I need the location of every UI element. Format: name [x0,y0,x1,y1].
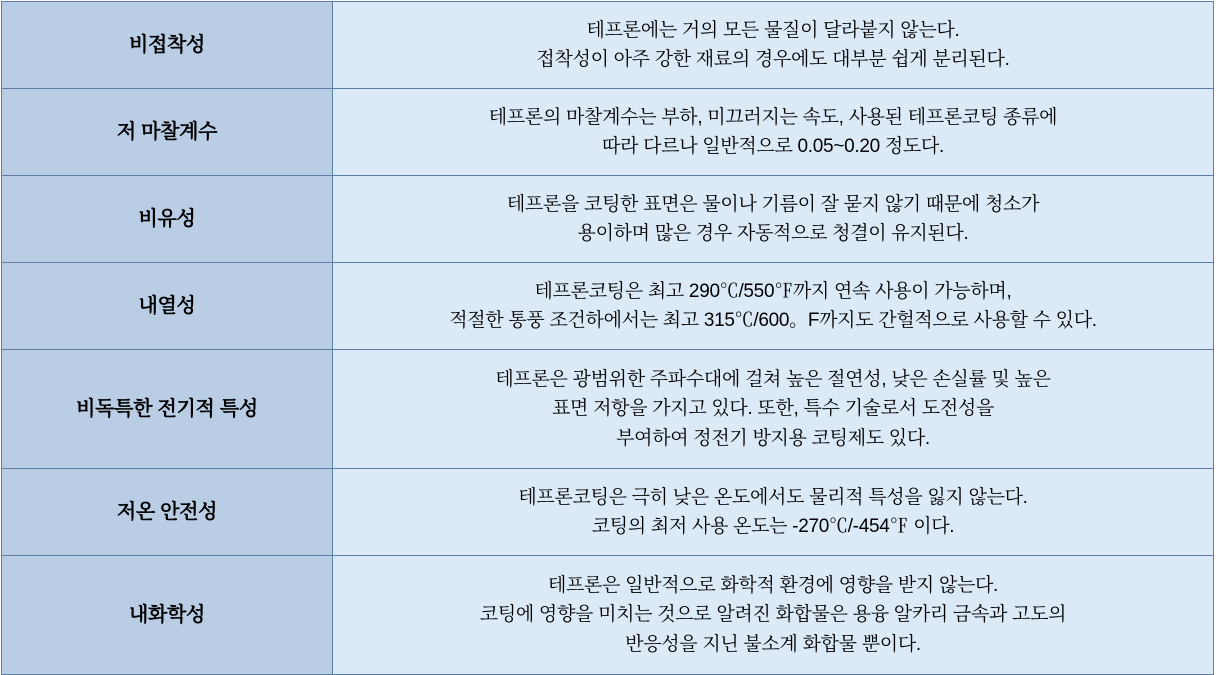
table-row [2,176,1214,263]
property-description [333,556,1214,675]
table-row [2,263,1214,350]
description-line: 반응성을 지닌 불소계 화합물 뿐이다. [625,633,921,655]
property-label: 내화학성 [2,556,333,675]
table-row [2,350,1214,469]
description-line: 용이하며 많은 경우 자동적으로 청결이 유지된다. [577,223,969,244]
property-label: 저온 안전성 [2,469,333,556]
description-line: 접착성이 아주 강한 재료의 경우에도 대부분 쉽게 분리된다. [536,49,1010,70]
property-description [333,469,1214,556]
property-label: 저 마찰계수 [2,89,333,176]
teflon-properties-table-wrap [0,1,1217,655]
description-line: 적절한 통풍 조건하에서는 최고 315℃/600。F까지도 간헐적으로 사용할 수 있다. [449,310,1097,331]
table-row [2,89,1214,176]
description-line: 테프론의 마찰계수는 부하, 미끄러지는 속도, 사용된 테프론코팅 종류에 [488,106,1058,128]
property-description [333,2,1214,89]
description-line: 테프론코팅은 극히 낮은 온도에서도 물리적 특성을 잃지 않는다. [518,486,1028,508]
description-line: 테프론을 코팅한 표면은 물이나 기름이 잘 묻지 않기 때문에 청소가 [506,193,1040,215]
property-description [333,89,1214,176]
description-line: 코팅의 최저 사용 온도는 -270℃/-454℉ 이다. [591,516,955,537]
teflon-properties-table [1,1,1214,675]
table-row [2,469,1214,556]
property-label: 내열성 [2,263,333,350]
property-description [333,176,1214,263]
description-line: 테프론은 광범위한 주파수대에 걸쳐 높은 절연성, 낮은 손실률 및 높은 [495,368,1051,390]
table-body [2,2,1214,675]
table-row [2,2,1214,89]
property-label: 비접착성 [2,2,333,89]
description-line: 테프론코팅은 최고 290℃/550℉까지 연속 사용이 가능하며, [534,280,1012,302]
description-line: 테프론에는 거의 모든 물질이 달라붙지 않는다. [586,19,960,41]
description-line: 표면 저항을 가지고 있다. 또한, 특수 기술로서 도전성을 [552,398,994,420]
description-line: 따라 다르나 일반적으로 0.05~0.20 정도다. [602,136,944,157]
property-description [333,350,1214,469]
property-label: 비독특한 전기적 특성 [2,350,333,469]
description-line: 부여하여 정전기 방지용 코팅제도 있다. [616,427,930,449]
table-row [2,556,1214,675]
property-description [333,263,1214,350]
property-label: 비유성 [2,176,333,263]
description-line: 코팅에 영향을 미치는 것으로 알려진 화합물은 용융 알카리 금속과 고도의 [479,604,1067,626]
description-line: 테프론은 일반적으로 화학적 환경에 영향을 받지 않는다. [547,574,999,596]
